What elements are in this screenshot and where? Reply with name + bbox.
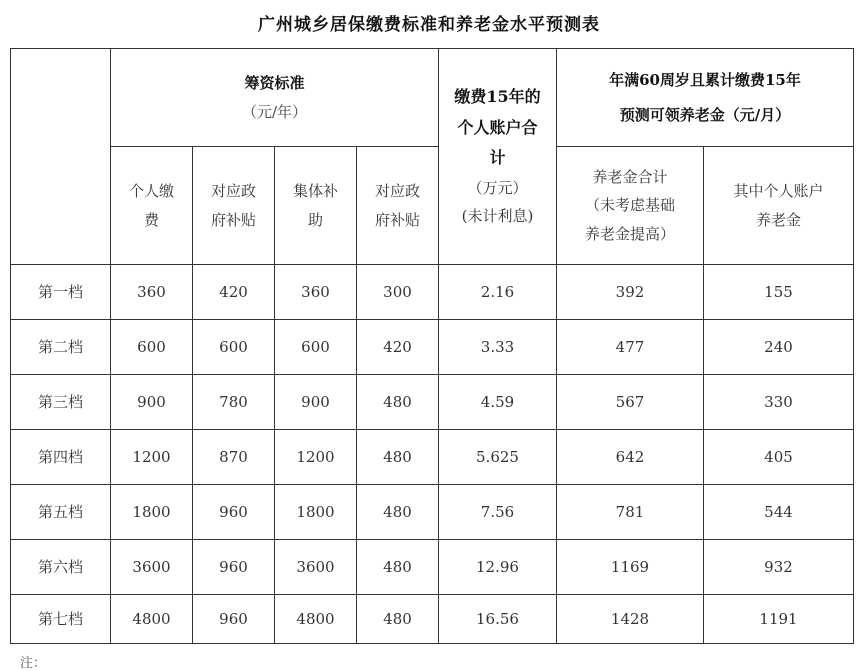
account-pension-cell: 405	[704, 430, 854, 485]
grade-label: 第二档	[11, 320, 111, 375]
account-total-cell: 4.59	[439, 375, 557, 430]
personal-contribution-cell: 4800	[111, 595, 193, 644]
pension-total-cell: 642	[557, 430, 704, 485]
header-gov-subsidy-2: 对应政 府补贴	[357, 147, 439, 265]
header-funding-label: 筹资标准	[244, 74, 305, 92]
gov-subsidy-1-cell: 780	[193, 375, 275, 430]
personal-contribution-cell: 360	[111, 265, 193, 320]
account-pension-cell: 330	[704, 375, 854, 430]
gov-subsidy-2-cell: 300	[357, 265, 439, 320]
grade-label: 第七档	[11, 595, 111, 644]
header-collective-subsidy: 集体补 助	[275, 147, 357, 265]
collective-subsidy-cell: 3600	[275, 540, 357, 595]
header-row-top	[11, 49, 854, 147]
account-total-cell: 2.16	[439, 265, 557, 320]
grade-label: 第六档	[11, 540, 111, 595]
pension-total-cell: 1428	[557, 595, 704, 644]
table-row	[11, 485, 854, 540]
account-pension-cell: 1191	[704, 595, 854, 644]
collective-subsidy-cell: 1200	[275, 430, 357, 485]
grade-label: 第三档	[11, 375, 111, 430]
footnote: 注：	[20, 656, 47, 671]
account-pension-cell: 155	[704, 265, 854, 320]
collective-subsidy-cell: 900	[275, 375, 357, 430]
table-row	[11, 540, 854, 595]
header-corner	[11, 49, 111, 265]
gov-subsidy-2-cell: 480	[357, 540, 439, 595]
pension-total-cell: 392	[557, 265, 704, 320]
table-row	[11, 320, 854, 375]
table-row	[11, 265, 854, 320]
header-row-sub	[11, 147, 854, 265]
gov-subsidy-2-cell: 480	[357, 375, 439, 430]
account-total-cell: 16.56	[439, 595, 557, 644]
page-title: 广州城乡居保缴费标准和养老金水平预测表	[258, 15, 600, 35]
header-account-total: 缴费15年的 个人账户合 计 （万元） (未计利息)	[439, 49, 557, 265]
pension-table	[10, 48, 854, 644]
table-row	[11, 430, 854, 485]
personal-contribution-cell: 1800	[111, 485, 193, 540]
table-row	[11, 375, 854, 430]
gov-subsidy-2-cell: 480	[357, 595, 439, 644]
pension-total-cell: 1169	[557, 540, 704, 595]
gov-subsidy-2-cell: 480	[357, 430, 439, 485]
gov-subsidy-2-cell: 420	[357, 320, 439, 375]
header-funding-unit: （元/年）	[241, 102, 308, 121]
personal-contribution-cell: 3600	[111, 540, 193, 595]
grade-label: 第一档	[11, 265, 111, 320]
personal-contribution-cell: 900	[111, 375, 193, 430]
gov-subsidy-1-cell: 600	[193, 320, 275, 375]
header-pension-forecast: 年满60周岁且累计缴费15年 预测可领养老金（元/月）	[557, 49, 854, 147]
account-total-cell: 3.33	[439, 320, 557, 375]
gov-subsidy-1-cell: 420	[193, 265, 275, 320]
gov-subsidy-1-cell: 960	[193, 540, 275, 595]
personal-contribution-cell: 600	[111, 320, 193, 375]
header-personal-contribution: 个人缴 费	[111, 147, 193, 265]
collective-subsidy-cell: 4800	[275, 595, 357, 644]
pension-total-cell: 477	[557, 320, 704, 375]
gov-subsidy-1-cell: 960	[193, 595, 275, 644]
account-pension-cell: 932	[704, 540, 854, 595]
personal-contribution-cell: 1200	[111, 430, 193, 485]
header-gov-subsidy-1: 对应政 府补贴	[193, 147, 275, 265]
collective-subsidy-cell: 600	[275, 320, 357, 375]
account-pension-cell: 240	[704, 320, 854, 375]
gov-subsidy-1-cell: 870	[193, 430, 275, 485]
grade-label: 第五档	[11, 485, 111, 540]
collective-subsidy-cell: 360	[275, 265, 357, 320]
header-personal-account-pension: 其中个人账户 养老金	[704, 147, 854, 265]
gov-subsidy-1-cell: 960	[193, 485, 275, 540]
account-total-cell: 7.56	[439, 485, 557, 540]
pension-total-cell: 781	[557, 485, 704, 540]
pension-total-cell: 567	[557, 375, 704, 430]
table-row	[11, 595, 854, 644]
gov-subsidy-2-cell: 480	[357, 485, 439, 540]
account-pension-cell: 544	[704, 485, 854, 540]
collective-subsidy-cell: 1800	[275, 485, 357, 540]
account-total-cell: 5.625	[439, 430, 557, 485]
header-funding-standard	[111, 49, 439, 147]
grade-label: 第四档	[11, 430, 111, 485]
account-total-cell: 12.96	[439, 540, 557, 595]
header-pension-total: 养老金合计 （未考虑基础 养老金提高）	[557, 147, 704, 265]
